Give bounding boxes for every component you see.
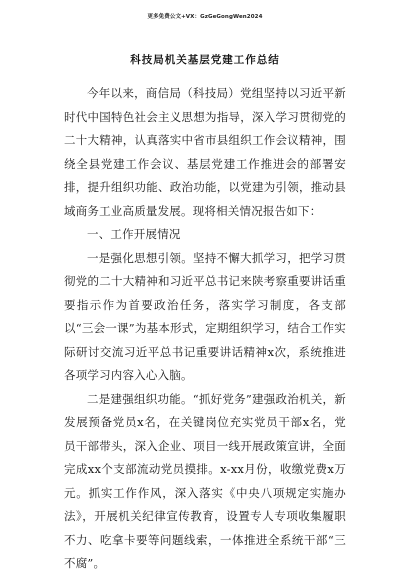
document-title: 科技局机关基层党建工作总结 (130, 54, 280, 66)
paragraph-organization-function: 二是建强组织功能。“抓好党务”建强政治机关，新发展预备党员x名，在关键岗位充实党员干部x名，党员干部带头，深入企业、项目一线开展政策宣讲，全面完成xx个支部流动党员摸排。x-xx月份，收缴党费x万元。抓实工作作风，深入落实《中央八项规定实施办法》，开展机关纪律宣传教育，设置专人专项收集履职不力、吃拿卡要等问题线索，一体推进全系统干部“三不腐”。 (64, 391, 346, 570)
paragraph-thought-guidance: 一是强化思想引领。坚持不懈大抓学习，把学习贯彻党的二十大精神和习近平总书记来陕考察重要讲话重要指示作为首要政治任务，落实学习制度，各支部以“三会一课”为基本形式，定期组织学习，结合工作实际研讨交流习近平总书记重要讲话精神x次，系统推进各项学习内容入心入脑。 (64, 250, 346, 382)
intro-paragraph: 今年以来，商信局（科技局）党组坚持以习近平新时代中国特色社会主义思想为指导，深入学习贯彻党的二十大精神，认真落实中省市县组织工作会议精神，围绕全县党建工作会议、基层党建工作推进会的部署安排，提升组织功能、政治功能，以党建为引领，推动县域商务工业高质量发展。现将相关情况报告如下： (64, 86, 346, 218)
document-body (64, 82, 346, 576)
section-heading: 一、工作开展情况 (87, 227, 181, 241)
header-note: 更多免费公文+VX：GzGeGongWen2024 (147, 14, 263, 20)
